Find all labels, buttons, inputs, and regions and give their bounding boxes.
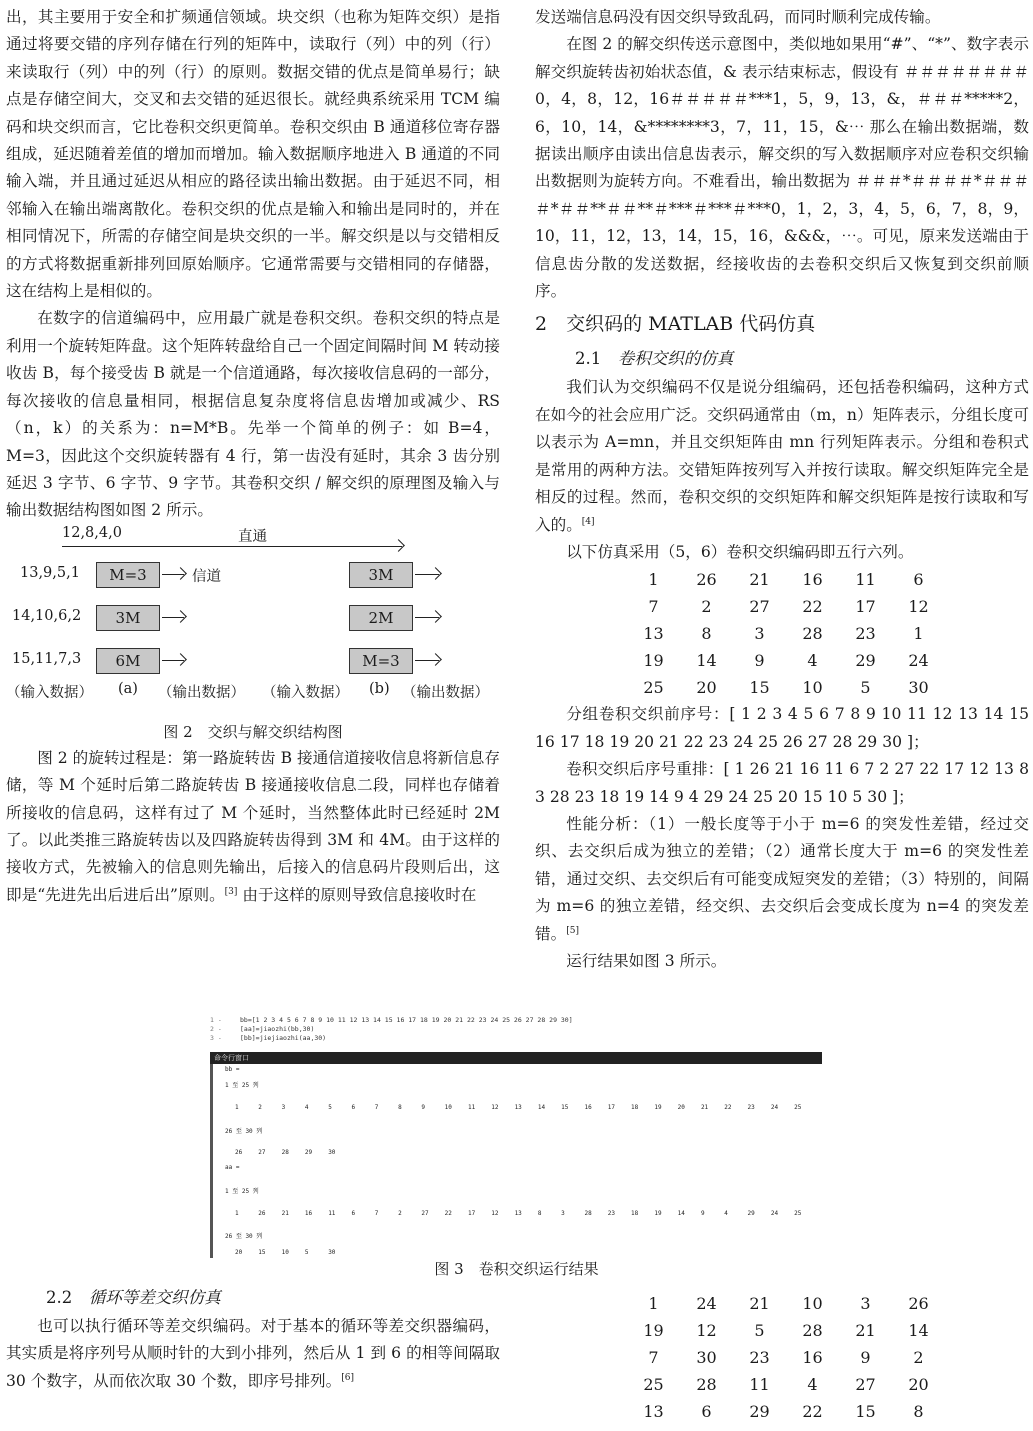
fig2-label: (a) xyxy=(118,680,138,697)
output-value: 5 xyxy=(304,1249,309,1256)
matrix-row xyxy=(627,1398,945,1425)
matrix-cell: 3 xyxy=(860,1294,871,1313)
output-value: 14 xyxy=(677,1210,685,1217)
editor-line xyxy=(210,1025,822,1034)
output-value: 11 xyxy=(467,1104,476,1111)
code-text: bb=[1 2 3 4 5 6 7 8 9 10 11 12 13 14 15 16 17 18 19 20 21 22 23 24 25 26 27 28 29 30] xyxy=(240,1016,573,1024)
matrix-cell: 28 xyxy=(696,1375,717,1394)
output-value: 3 xyxy=(281,1104,286,1111)
output-value: 16 xyxy=(584,1104,592,1111)
matrix-cell: 23 xyxy=(855,624,876,644)
output-row xyxy=(235,1149,351,1156)
fig2-label: (b) xyxy=(369,680,390,697)
matrix-row xyxy=(627,1344,945,1371)
output-value: 6 xyxy=(351,1210,356,1217)
citation: [6] xyxy=(341,1372,354,1383)
matrix-cell: 1 xyxy=(648,1294,659,1313)
fig2-arrow xyxy=(162,660,184,661)
output-value: 22 xyxy=(444,1210,452,1217)
output-value: 10 xyxy=(281,1249,289,1256)
output-value: 15 xyxy=(258,1249,266,1256)
right-paragraph-7 xyxy=(535,811,1029,948)
matrix-cell: 13 xyxy=(643,1402,664,1421)
output-value: 29 xyxy=(304,1149,313,1156)
matrix-cell: 14 xyxy=(696,651,717,671)
fig2-row-input: 13,9,5,1 xyxy=(20,564,80,581)
section-number: 2.1 xyxy=(575,349,602,369)
output-value: 11 xyxy=(328,1210,336,1217)
interleave-matrix xyxy=(627,566,945,701)
left-paragraph-1: 出，其主要用于安全和扩频通信领域。块交织（也称为矩阵交织）是指通过将要交错的序列存储在行列的矩阵中，读取行（列）中的列（行）来读取行（列）中的列（行）的原则。数据交错的优点是简单易行；缺点是存储空间大，交叉和去交错的延迟很长。就经典系统采用 TCM 编码和块交织而言，它比卷积交织更简单。卷积交织由 B 通道移位寄存器组成，延迟随着差值的增加而增加。输入数据顺序地进入 B 通道的不同输入端，并且通过延迟从相应的路径读出输出数据。由于延迟不同，相邻输入在输出端离散化。卷积交织的优点是输入和输出是同时的，并在相同情况下，所需的存储空间是块交织的一半。解交织是以与交错相反的方式将数据重新排列回原始顺序。它通常需要与交错相同的存储器，这在结构上是相似的。 xyxy=(6,8,500,301)
fig2-right-box: M=3 xyxy=(349,648,413,674)
matrix-cell: 8 xyxy=(913,1402,924,1421)
line-number: 2 - xyxy=(210,1025,222,1033)
figure-2-caption: 图 2 交织与解交织结构图 xyxy=(163,722,343,741)
matrix-cell: 7 xyxy=(648,1348,659,1367)
output-value: 13 xyxy=(514,1210,522,1217)
output-value: 10 xyxy=(444,1104,452,1111)
citation: [4] xyxy=(581,516,595,527)
output-value: 27 xyxy=(258,1149,266,1156)
paragraph-text: 由于这样的原则导致信息接收时在 xyxy=(237,885,477,904)
output-value: 4 xyxy=(724,1210,728,1217)
fig2-label: （输入数据） xyxy=(6,684,93,701)
output-value: 2 xyxy=(258,1104,262,1111)
matrix-cell: 22 xyxy=(802,1402,823,1421)
fig2-channel-label: 信道 xyxy=(192,568,221,585)
output-value: 17 xyxy=(607,1104,615,1111)
output-value: 23 xyxy=(747,1104,755,1111)
matrix-cell: 6 xyxy=(913,570,924,590)
paragraph-text: 我们认为交织编码不仅是说分组编码，还包括卷积编码，这种方式在如今的社会应用广泛。交织码通常由（m，n）矩阵表示，分组长度可以表示为 A=mn，并且交织矩阵由 mn 行列矩阵表示。分组和卷积式是常用的两种方法。交错矩阵按列写入并按行读取。解交织矩阵完全是相反的过程。然而，卷积交织的交织矩阵和解交织矩阵是按行读取和写入的。 xyxy=(535,378,1029,534)
matrix-cell: 4 xyxy=(807,651,818,671)
matrix-cell: 11 xyxy=(749,1375,770,1394)
matrix-row xyxy=(627,1371,945,1398)
matrix-cell: 5 xyxy=(754,1321,765,1340)
matrix-cell: 5 xyxy=(860,678,871,698)
matrix-cell: 3 xyxy=(754,624,765,644)
output-value: 19 xyxy=(654,1210,662,1217)
output-value: 30 xyxy=(328,1149,336,1156)
matrix-cell: 13 xyxy=(643,624,664,644)
matrix-cell: 19 xyxy=(643,1321,664,1340)
matrix-cell: 29 xyxy=(749,1402,770,1421)
matrix-cell: 26 xyxy=(696,570,717,590)
right-paragraph-8: 运行结果如图 3 所示。 xyxy=(566,951,727,970)
matrix-cell: 25 xyxy=(643,678,664,698)
matrix-row xyxy=(627,593,945,620)
matrix-cell: 21 xyxy=(749,1294,770,1313)
fig2-arrow xyxy=(162,617,184,618)
output-value: 8 xyxy=(398,1104,402,1111)
fig2-label: （输出数据） xyxy=(158,684,245,701)
matrix-cell: 8 xyxy=(701,624,712,644)
matrix-cell: 2 xyxy=(913,1348,924,1367)
section-2-title: 2 交织码的 MATLAB 代码仿真 xyxy=(535,313,816,336)
right-column xyxy=(535,4,1029,975)
matrix-row xyxy=(627,647,945,674)
output-value: 20 xyxy=(235,1249,243,1256)
output-value: 12 xyxy=(491,1210,499,1217)
matrix-cell: 27 xyxy=(749,597,770,617)
matrix-cell: 11 xyxy=(855,570,876,590)
matrix-cell: 22 xyxy=(802,597,823,617)
output-value: 15 xyxy=(561,1104,569,1111)
matrix-cell: 29 xyxy=(855,651,876,671)
left-column xyxy=(6,4,500,909)
matrix-cell: 16 xyxy=(802,570,823,590)
matrix-cell: 28 xyxy=(802,624,823,644)
output-value: 17 xyxy=(467,1210,476,1217)
citation: [3] xyxy=(224,886,238,897)
section-2-1-title xyxy=(575,345,1029,372)
output-value: 9 xyxy=(700,1210,705,1217)
fig2-right-box: 2M xyxy=(349,605,413,631)
matrix-cell: 7 xyxy=(648,597,659,617)
output-value: 21 xyxy=(281,1210,289,1217)
matrix-cell: 28 xyxy=(802,1321,823,1340)
right-paragraph-5: 分组卷积交织前序号：[ 1 2 3 4 5 6 7 8 9 10 11 12 13 14 15 16 17 18 19 20 21 22 23 24 25 26 27 28 29 30 ]； xyxy=(535,705,1029,751)
figure-3-matlab-screenshot xyxy=(210,1016,822,1258)
fig2-right-box: 3M xyxy=(349,562,413,588)
matrix-cell: 21 xyxy=(749,570,770,590)
matrix-cell: 30 xyxy=(908,678,929,698)
output-value: 13 xyxy=(514,1104,522,1111)
paragraph-text: 图 2 的旋转过程是：第一路旋转齿 B 接通信道接收信息将新信息存储，等 M 个延时后第二路旋转齿 B 接通接收信息二段，同样也存储着所接收的信息码，这样有过了 M 个延时，当然整体此时已经延时 2M 了。以此类推三路旋转齿以及四路旋转齿得到 3M 和 4M。由于这样的接收方式，先被输入的信息则先输出，后接入的信息码片段则后出，这即是“先进先出后进后出”原则。 xyxy=(6,748,500,904)
matrix-cell: 21 xyxy=(855,1321,876,1340)
output-value: 21 xyxy=(700,1104,709,1111)
output-value: 28 xyxy=(584,1210,592,1217)
matrix-row xyxy=(627,566,945,593)
output-value: 2 xyxy=(398,1210,402,1217)
command-window-titlebar: 命令行窗口 xyxy=(210,1052,822,1064)
output-value: 1 xyxy=(235,1210,239,1217)
output-value: 5 xyxy=(328,1104,332,1111)
matrix-cell: 20 xyxy=(908,1375,929,1394)
column-range: 26 至 30 列 xyxy=(225,1128,263,1135)
right-paragraph-3 xyxy=(535,374,1029,538)
matrix-cell: 19 xyxy=(643,651,664,671)
fig2-row-input: 15,11,7,3 xyxy=(12,650,82,667)
matrix-cell: 12 xyxy=(908,597,929,617)
right-paragraph-4: 以下仿真采用（5，6）卷积交织编码即五行六列。 xyxy=(566,542,914,561)
output-value: 27 xyxy=(421,1210,429,1217)
fig2-label: （输入数据） xyxy=(262,684,349,701)
matrix-cell: 23 xyxy=(749,1348,770,1367)
matrix-cell: 27 xyxy=(855,1375,876,1394)
right-paragraph-6: 卷积交织后序号重排：[ 1 26 21 16 11 6 7 2 27 22 17 12 13 8 3 28 23 18 19 14 9 4 29 24 25 20 15 10 5 30 ]； xyxy=(535,760,1029,806)
citation: [5] xyxy=(566,925,579,936)
output-value: 14 xyxy=(537,1104,546,1111)
output-value: 9 xyxy=(421,1104,425,1111)
output-value: 26 xyxy=(235,1149,243,1156)
code-text: [bb]=jiejiaozhi(aa,30) xyxy=(240,1034,327,1042)
matrix-cell: 15 xyxy=(749,678,770,698)
fig2-label: （输出数据） xyxy=(402,684,489,701)
left-paragraph-2: 在数字的信道编码中，应用最广就是卷积交织。卷积交织的特点是利用一个旋转矩阵盘。这个矩阵转盘给自己一个固定间隔时间 M 转动接收齿 B，每个接受齿 B 就是一个信道通路，每次接收信息码的一部分，每次接收的信息量相同，根据信息复杂度将信息齿增加或减少、RS（n，k）的关系为：n=M*B。先举一个简单的例子：如 B=4，M=3，因此这个交织旋转器有 4 行，第一齿没有延时，其余 3 齿分别延迟 3 字节、6 字节、9 字节。其卷积交织 / 解交织的原理图及输入与输出数据结构图如图 2 所示。 xyxy=(6,309,500,520)
matrix-cell: 10 xyxy=(802,678,823,698)
output-value: 16 xyxy=(304,1210,313,1217)
output-value: 1 xyxy=(235,1104,239,1111)
cyclic-interleave-matrix xyxy=(627,1290,945,1425)
matrix-cell: 9 xyxy=(754,651,765,671)
output-value: 24 xyxy=(770,1210,779,1217)
column-range: 1 至 25 列 xyxy=(225,1188,259,1195)
matrix-cell: 12 xyxy=(696,1321,717,1340)
output-value: 18 xyxy=(631,1104,639,1111)
section-2-2-paragraph xyxy=(6,1313,500,1395)
line-number: 3 - xyxy=(210,1034,222,1042)
matrix-cell: 1 xyxy=(648,570,659,590)
output-value: 8 xyxy=(537,1210,542,1217)
output-value: 3 xyxy=(561,1210,565,1217)
output-value: 7 xyxy=(374,1104,379,1111)
section-title-text: 卷积交织的仿真 xyxy=(617,349,734,369)
editor-line xyxy=(210,1034,822,1043)
matrix-row xyxy=(627,1290,945,1317)
output-value: 20 xyxy=(677,1104,685,1111)
output-row xyxy=(235,1210,817,1217)
fig2-arrow xyxy=(415,660,439,661)
fig2-left-box: 6M xyxy=(96,648,160,674)
output-value: 25 xyxy=(794,1210,802,1217)
output-value: 22 xyxy=(724,1104,732,1111)
matrix-cell: 4 xyxy=(807,1375,818,1394)
command-window xyxy=(210,1064,822,1258)
fig2-direct-label: 直通 xyxy=(238,528,267,545)
fig2-left-box: 3M xyxy=(96,605,160,631)
matrix-cell: 20 xyxy=(696,678,717,698)
section-number: 2.2 xyxy=(46,1288,73,1307)
paragraph-text: 也可以执行循环等差交织编码。对于基本的循环等差交织器编码，其实质是将序列号从顺时针的大到小排列，然后从 1 到 6 的相等间隔取 30 个数字，从而依次取 30 个数，即序号排列。 xyxy=(6,1317,500,1390)
output-value: 23 xyxy=(607,1210,615,1217)
output-variable: aa = xyxy=(225,1164,240,1171)
matrix-cell: 26 xyxy=(908,1294,929,1313)
output-variable: bb = xyxy=(225,1066,240,1073)
right-paragraph-1: 发送端信息码没有因交织导致乱码，而同时顺利完成传输。 xyxy=(535,8,941,26)
line-number: 1 - xyxy=(210,1016,222,1024)
fig2-arrow xyxy=(162,574,184,575)
output-value: 18 xyxy=(631,1210,639,1217)
left-paragraph-3 xyxy=(6,745,500,909)
matrix-cell: 25 xyxy=(643,1375,664,1394)
fig2-row-input: 14,10,6,2 xyxy=(12,607,82,624)
matrix-cell: 14 xyxy=(908,1321,929,1340)
matrix-cell: 10 xyxy=(802,1294,823,1313)
output-value: 6 xyxy=(351,1104,356,1111)
output-value: 29 xyxy=(747,1210,755,1217)
output-value: 19 xyxy=(654,1104,662,1111)
figure-3-caption: 图 3 卷积交织运行结果 xyxy=(434,1260,599,1278)
matrix-cell: 24 xyxy=(908,651,929,671)
output-value: 24 xyxy=(770,1104,779,1111)
matrix-cell: 9 xyxy=(860,1348,871,1367)
fig2-arrow xyxy=(415,617,439,618)
matlab-editor xyxy=(210,1016,822,1052)
cyclic-matrix-wrap xyxy=(535,1290,945,1425)
matrix-cell: 17 xyxy=(855,597,876,617)
output-value: 26 xyxy=(258,1210,266,1217)
output-value: 4 xyxy=(304,1104,309,1111)
matrix-cell: 1 xyxy=(913,624,924,644)
matrix-cell: 16 xyxy=(802,1348,823,1367)
matrix-row xyxy=(627,1317,945,1344)
matrix-row xyxy=(627,620,945,647)
fig2-arrow xyxy=(415,574,439,575)
column-range: 1 至 25 列 xyxy=(225,1082,259,1089)
figure-2 xyxy=(6,525,500,719)
paragraph-text: 性能分析：（1）一般长度等于小于 m=6 的突发性差错，经过交织、去交织后成为独立的差错；（2）通常长度大于 m=6 的突发性差错，通过交织、去交织后有可能变成短突发的差错；（3）特别的，间隔为 m=6 的独立差错，经交织、去交织后会变成长度为 n=4 的突发差错。 xyxy=(535,814,1029,943)
matrix-row xyxy=(627,674,945,701)
section-title-text: 循环等差交织仿真 xyxy=(88,1288,221,1307)
section-2-2-title xyxy=(46,1284,500,1311)
output-row xyxy=(235,1249,351,1256)
fig2-top-input: 12,8,4,0 xyxy=(62,524,122,541)
output-value: 25 xyxy=(794,1104,802,1111)
section-2-2 xyxy=(6,1282,500,1395)
fig2-left-box: M=3 xyxy=(96,562,160,588)
output-value: 28 xyxy=(281,1149,289,1156)
matrix-cell: 2 xyxy=(701,597,712,617)
fig2-direct-arrow xyxy=(62,546,402,547)
editor-line xyxy=(210,1016,822,1025)
column-range: 26 至 30 列 xyxy=(225,1233,263,1240)
output-row xyxy=(235,1104,817,1111)
matrix-cell: 6 xyxy=(701,1402,712,1421)
output-value: 7 xyxy=(374,1210,379,1217)
output-value: 12 xyxy=(491,1104,499,1111)
matrix-cell: 15 xyxy=(855,1402,876,1421)
matrix-cell: 24 xyxy=(696,1294,717,1313)
output-value: 30 xyxy=(328,1249,336,1256)
right-paragraph-2: 在图 2 的解交织传送示意图中，类似地如果用“#”、“*”、数字表示解交织旋转齿初始状态值，& 表示结束标志，假设有 ＃＃＃＃＃＃＃＃0，4，8，12，16＃＃＃＃＃***1，5，9，13，&，＃＃＃*****2，6，10，14，&********3，7，11，15，&⋯ 那么在输出数据端，数据读出顺序由读出信息齿表示，解交织的写入数据顺序对应卷积交织输出数据则为旋转方向。不难看出，输出数据为 ＃＃＃*＃＃＃＃*＃＃＃＃*＃＃**＃＃**＃***＃***＃***0，1，2，3，4，5，6，7，8，9，10，11，12，13，14，15，16，&&&，⋯。可见，原来发送端由于信息齿分散的发送数据，经接收齿的去卷积交织后又恢复到交织前顺序。 xyxy=(535,35,1029,301)
code-text: [aa]=jiaozhi(bb,30) xyxy=(240,1025,315,1033)
matrix-cell: 30 xyxy=(696,1348,717,1367)
